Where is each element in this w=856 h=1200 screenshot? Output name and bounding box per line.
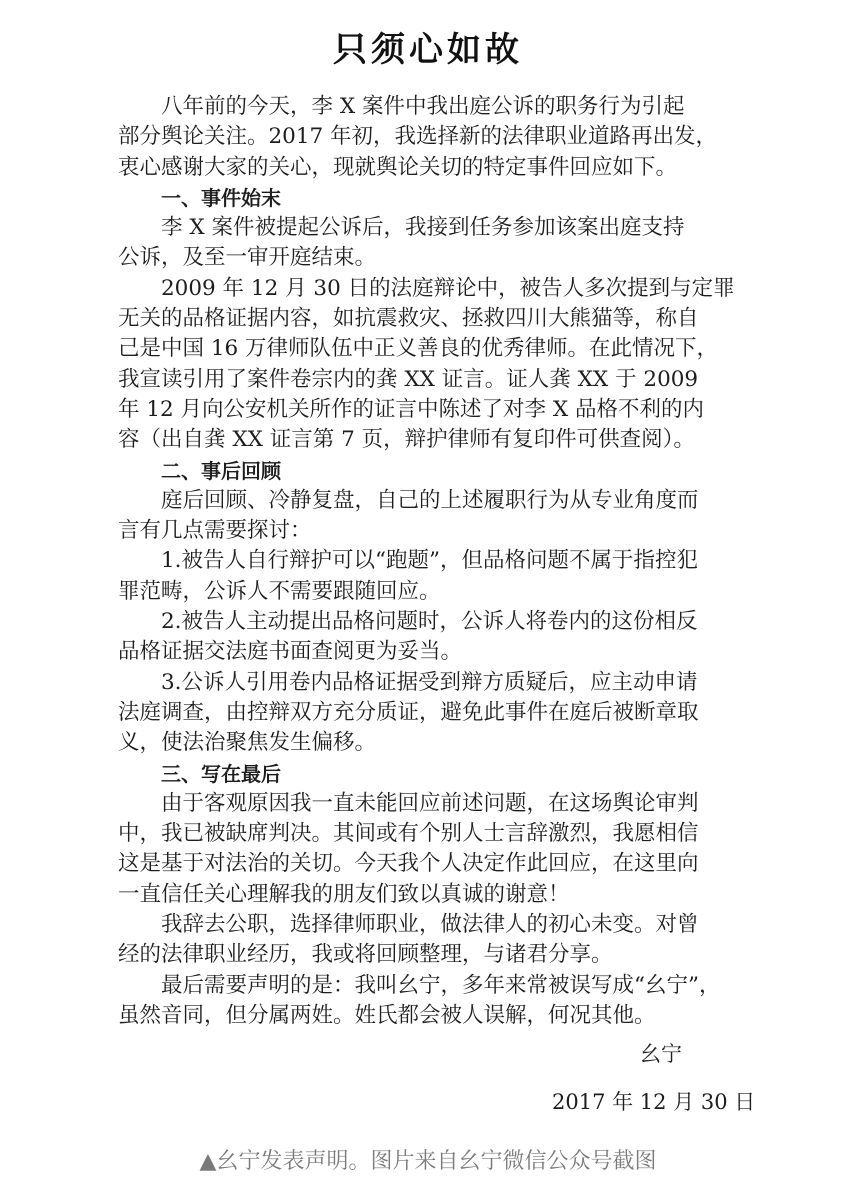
text-line: 一直信任关心理解我的朋友们致以真诚的谢意！ [118,881,570,907]
text-line: 法庭调查，由控辩双方充分质证，避免此事件在庭后被断章取 [118,699,699,725]
section-heading: 一、事件始末 [161,185,281,210]
section-heading: 二、事后回顾 [161,458,281,483]
text-line: 部分舆论关注。2017 年初，我选择新的法律职业道路再出发， [118,124,718,150]
text-line: 容（出自龚 XX 证言第 7 页，辩护律师有复印件可供查阅）。 [118,427,695,453]
text-line: 这是基于对法治的关切。今天我个人决定作此回应，在这里向 [118,851,699,877]
text-line: 品格证据交法庭书面查阅更为妥当。 [118,639,463,665]
statement-date: 2017 年 12 月 30 日 [552,1090,756,1114]
text-line: 言有几点需要探讨： [118,518,312,544]
text-line: 虽然音同，但分属两姓。姓氏都会被人误解，何况其他。 [118,1002,656,1028]
text-line: 经的法律职业经历，我或将回顾整理，与诸君分享。 [118,942,613,968]
text-line: 2009 年 12 月 30 日的法庭辩论中，被告人多次提到与定罪 [161,275,735,301]
text-line: 义，使法治聚焦发生偏移。 [118,730,377,756]
text-line: 1.被告人自行辩护可以“跑题”，但品格问题不属于指控犯 [161,548,698,574]
statement-body [118,92,744,1031]
text-line: 罪范畴，公诉人不需要跟随回应。 [118,578,441,604]
text-line: 八年前的今天，李 X 案件中我出庭公诉的职务行为引起 [161,94,685,119]
signature: 幺宁 [640,1042,682,1066]
text-line: 衷心感谢大家的关心，现就舆论关切的特定事件回应如下。 [118,154,678,180]
text-line: 我宣读引用了案件卷宗内的龚 XX 证言。证人龚 XX 于 2009 [118,366,699,392]
document-title: 只须心如故 [333,30,523,70]
text-line: 我辞去公职，选择律师职业，做法律人的初心未变。对曾 [161,912,699,938]
text-line: 最后需要声明的是：我叫幺宁，多年来常被误写成“幺宁”， [161,972,721,998]
section-heading: 三、写在最后 [161,761,281,786]
text-line: 公诉，及至一审开庭结束。 [118,245,377,271]
text-line: 无关的品格证据内容，如抗震救灾、拯救四川大熊猫等，称自 [118,306,699,332]
text-line: 己是中国 16 万律师队伍中正义善良的优秀律师。在此情况下， [118,336,719,362]
text-line: 3.公诉人引用卷内品格证据受到辩方质疑后，应主动申请 [161,669,698,695]
image-caption: ▲幺宁发表声明。图片来自幺宁微信公众号截图 [199,1149,657,1174]
text-line: 由于客观原因我一直未能回应前述问题，在这场舆论审判 [161,790,699,816]
text-line: 庭后回顾、冷静复盘，自己的上述履职行为从专业角度而 [161,487,699,513]
text-line: 2.被告人主动提出品格问题时，公诉人将卷内的这份相反 [161,609,698,635]
text-line: 中，我已被缺席判决。其间或有个别人士言辞激烈，我愿相信 [118,821,699,847]
text-line: 年 12 月向公安机关所作的证言中陈述了对李 X 品格不利的内 [118,396,705,422]
text-line: 李 X 案件被提起公诉后，我接到任务参加该案出庭支持 [161,215,685,241]
